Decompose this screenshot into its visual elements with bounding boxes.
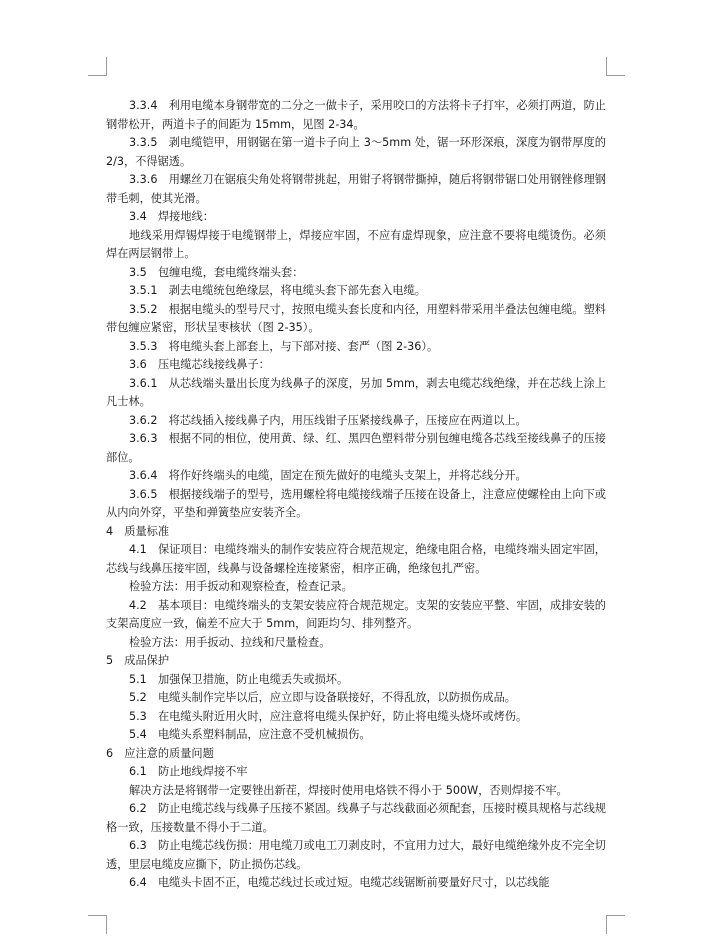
paragraph: 3.5.3 将电缆头套上部套上，与下部对接、套严（图 2-36）。 bbox=[129, 339, 439, 353]
paragraph: 4.2 基本项目：电缆终端头的支架安装应符合规范规定。支架的安装应平整、牢固，成排安装的支架高度应一致，偏差不应大于 5mm，间距均匀、排列整齐。 bbox=[106, 598, 606, 630]
paragraph: 检验方法：用手扳动、拉线和尺量检查。 bbox=[129, 635, 331, 649]
paragraph: 地线采用焊锡焊接于电缆钢带上，焊接应牢固，不应有虚焊现象，应注意不要将电缆烫伤。必须焊在两层钢带上。 bbox=[106, 228, 606, 260]
paragraph: 5.4 电缆头系塑料制品，应注意不受机械损伤。 bbox=[129, 728, 371, 741]
crop-mark-top-right bbox=[606, 57, 625, 76]
paragraph: 解决方法是将钢带一定要锉出新茬，焊接时使用电烙铁不得小于 500W，否则焊接不牢。 bbox=[129, 783, 568, 797]
paragraph: 3.3.5 剥电缆铠甲，用钢锯在第一道卡子向上 3～5mm 处，锯一环形深痕，深度为钢带厚度的 2/3，不得锯透。 bbox=[106, 136, 606, 168]
paragraph: 5.2 电缆头制作完毕以后，应立即与设备联接好，不得乱放，以防损伤成品。 bbox=[129, 691, 516, 704]
crop-mark-top-left bbox=[88, 57, 107, 76]
crop-mark-bottom-left bbox=[88, 915, 107, 934]
paragraph: 6.3 防止电缆芯线伤损：用电缆刀或电工刀剥皮时，不宜用力过大，最好电缆绝缘外皮不完全切透，里层电缆皮应撕下，防止损伤芯线。 bbox=[106, 839, 606, 871]
paragraph: 4.1 保证项目：电缆终端头的制作安装应符合规范规定，绝缘电阻合格，电缆终端头固定牢固，芯线与线鼻压接牢固，线鼻与设备螺栓连接紧密，相序正确，绝缘包扎严密。 bbox=[106, 543, 606, 575]
paragraph: 3.6.4 将作好终端头的电缆，固定在预先做好的电缆头支架上，并将芯线分开。 bbox=[129, 469, 527, 482]
paragraph: 检验方法：用手扳动和观察检查，检查记录。 bbox=[129, 580, 353, 593]
paragraph: 5.3 在电缆头附近用火时，应注意将电缆头保护好，防止将电缆头烧坏或烤伤。 bbox=[129, 709, 528, 723]
paragraph: 3.6 压电缆芯线接线鼻子： bbox=[129, 358, 270, 371]
paragraph: 3.3.4 利用电缆本身钢带宽的二分之一做卡子，采用咬口的方法将卡子打牢，必须打两道，防止钢带松开，两道卡子的间距为 15mm，见图 2-34。 bbox=[106, 99, 606, 131]
paragraph: 6.4 电缆头卡固不正，电缆芯线过长或过短。电缆芯线锯断前要量好尺寸，以芯线能 bbox=[129, 876, 550, 889]
paragraph: 5.1 加强保卫措施，防止电缆丢失或损坏。 bbox=[129, 672, 349, 686]
paragraph: 3.6.2 将芯线插入接线鼻子内，用压线钳子压紧接线鼻子，压接应在两道以上。 bbox=[129, 413, 527, 427]
paragraph: 3.6.1 从芯线端头量出长度为线鼻子的深度，另加 5mm，剥去电缆芯线绝缘，并在芯线上涂上凡士林。 bbox=[106, 376, 606, 408]
paragraph: 3.5 包缠电缆，套电缆终端头套： bbox=[129, 265, 304, 279]
section-heading: 4 质量标准 bbox=[106, 524, 170, 538]
crop-mark-bottom-right bbox=[606, 915, 625, 934]
section-heading: 5 成品保护 bbox=[106, 654, 170, 667]
section-heading: 6 应注意的质量问题 bbox=[106, 746, 214, 760]
document-body bbox=[106, 97, 606, 893]
paragraph: 3.6.3 根据不同的相位，使用黄、绿、红、黑四色塑料带分别包缠电缆各芯线至接线鼻子的压接部位。 bbox=[106, 432, 606, 464]
paragraph: 3.3.6 用螺丝刀在锯痕尖角处将钢带挑起，用钳子将钢带撕掉，随后将钢带锯口处用钢锉修理钢带毛刺，使其光滑。 bbox=[106, 173, 606, 205]
paragraph: 3.4 焊接地线： bbox=[129, 210, 214, 223]
paragraph: 3.5.1 剥去电缆统包绝缘层，将电缆头套下部先套入电缆。 bbox=[129, 284, 426, 297]
paragraph: 3.5.2 根据电缆头的型号尺寸，按照电缆头套长度和内径，用塑料带采用半叠法包缠电缆。塑料带包缠应紧密，形状呈枣核状（图 2-35）。 bbox=[106, 302, 606, 334]
paragraph: 3.6.5 根据接线端子的型号，选用螺栓将电缆接线端子压接在设备上，注意应使螺栓由上向下或从内向外穿，平垫和弹簧垫应安装齐全。 bbox=[106, 487, 606, 519]
paragraph: 6.1 防止地线焊接不牢 bbox=[129, 765, 248, 778]
paragraph: 6.2 防止电缆芯线与线鼻子压接不紧固。线鼻子与芯线截面必须配套，压接时模具规格与芯线规格一致，压接数量不得小于二道。 bbox=[106, 802, 606, 834]
